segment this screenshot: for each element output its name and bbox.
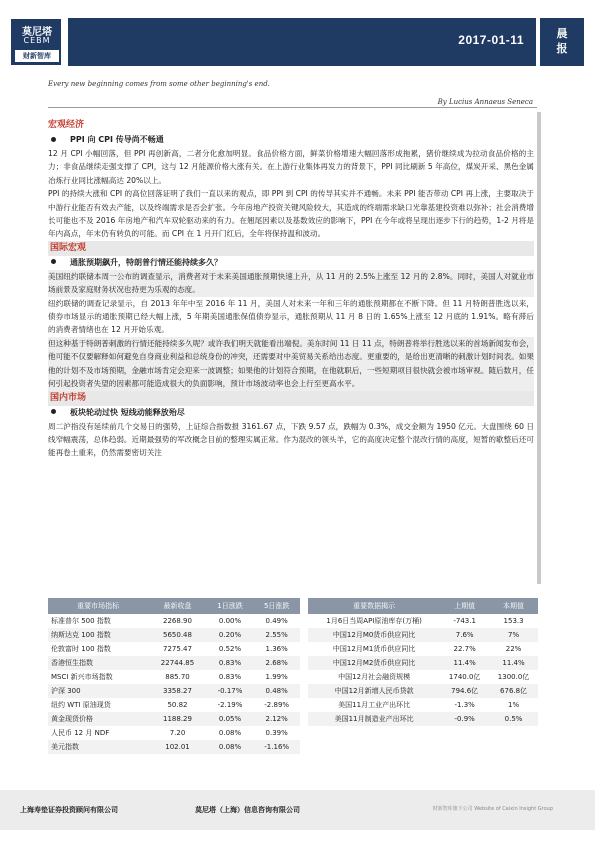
paragraph: 美国纽约联储本周一公布的调查显示，消费者对于未来美国通胀预期快速上升，从 11 月的 2.5%上涨至 12 月的 2.8%。同时，美国人对就业市场前景及家庭财务状况也持更为乐观的态度。 — [48, 270, 534, 297]
table-cell: -0.17% — [217, 687, 243, 695]
column-header: 重要市场指标 — [48, 598, 148, 614]
table-cell: 人民币 12 月 NDF — [51, 729, 110, 737]
table-cell: -1.3% — [454, 701, 475, 709]
table-cell: 伦敦富时 100 指数 — [51, 645, 111, 653]
table-cell: -2.19% — [217, 701, 243, 709]
column-header: 5日涨跌 — [253, 598, 300, 614]
table-cell: 美元指数 — [51, 743, 79, 751]
table-cell: 676.8亿 — [500, 687, 528, 695]
table-row — [48, 670, 300, 684]
table-row — [48, 642, 300, 656]
table-cell: 0.39% — [265, 729, 288, 737]
bullet-icon — [51, 137, 56, 142]
headline-text: PPI 向 CPI 传导尚不畅通 — [70, 135, 164, 144]
table-cell: 22744.85 — [160, 659, 195, 667]
table-header-row — [308, 598, 538, 614]
table-cell: 中国12月M2货币供应同比 — [332, 659, 416, 667]
table-row — [308, 628, 538, 642]
headline-text: 板块轮动过快 短线动能释放殆尽 — [70, 407, 185, 417]
table-cell: 1188.29 — [163, 715, 192, 723]
table-cell: 1% — [508, 701, 520, 709]
report-type-line1: 晨 — [556, 27, 568, 40]
table-cell: 22.7% — [453, 645, 476, 653]
table-row — [308, 642, 538, 656]
table-row — [308, 656, 538, 670]
table-cell: 0.00% — [218, 617, 242, 625]
table-cell: 7275.47 — [163, 645, 192, 653]
report-type-line2: 报 — [556, 42, 568, 55]
table-cell: 0.49% — [265, 617, 288, 625]
column-header: 重要数据揭示 — [308, 598, 440, 614]
table-cell: 中国12月社会融资规模 — [338, 673, 411, 681]
table-cell: MSCI 新兴市场指数 — [51, 673, 113, 681]
paragraph: 纽约联储的调查记录显示，自 2013 年年中至 2016 年 11 月，美国人对未来一年和三年的通胀预期都在不断下降。但 11 月特朗普胜选以来，债券市场显示的通胀预期已经大幅上涨，5 年期美国通胀保值债券显示，通胀预期从 11 月 8 日的 1.65%上涨至 12 月底的 1.91%。略有滞后的消费者情绪也在 12 月开始乐观。 — [48, 298, 534, 335]
table-cell: 0.08% — [218, 743, 242, 751]
paragraph: 12 月 CPI 小幅回落，但 PPI 再创新高，二者分化愈加明显。食品价格方面，鲜菜价格增速大幅回落形成拖累，猪价继续成为拉动食品价格的主力；非食品继续走强支撑了 CPI，这与 12 月能源价格大涨有关。在上游行业集体再发力的背景下，PPI 同比刷新 5 年高位，煤炭开采、黑色金属冶炼行业同比涨幅高达 20%以上。 — [48, 149, 534, 185]
table-cell: 沪深 300 — [51, 687, 81, 695]
table-cell: 2268.90 — [163, 617, 192, 625]
footer-note: 财新智库旗下公司 Website of Caixin Insight Group — [432, 806, 553, 812]
report-content — [48, 118, 534, 460]
table-cell: 50.82 — [167, 701, 188, 709]
bullet-icon — [51, 409, 56, 414]
paragraph: 但这种基于特朗普刺激的行情还能持续多久呢？或许我们明天就能看出端倪。美东时间 11 日 11 点，特朗普将举行胜选以来的首场新闻发布会，他可能不仅要解释如何避免自身商业利益和总统身份的冲突，还需要对中美贸易关系给出态度。更重要的，是给出更清晰的刺激计划时间表。如果他的计划不及市场预期，金融市场肯定会迎来一波调整；如果他的计划符合预期，在他就职后，一些短期项目很快就会被市场审视。随后数月，任何引起投资者失望的因素都可能造成很大的负面影响，预计市场波动率也会上行至更高水平。 — [48, 337, 534, 391]
table-cell: 885.70 — [165, 673, 190, 681]
table-row — [48, 740, 300, 754]
table-cell: 中国12月M0货币供应同比 — [332, 631, 416, 639]
table-cell: 中国12月新增人民币贷款 — [334, 687, 414, 695]
bullet-icon — [51, 259, 56, 264]
table-row — [308, 614, 538, 628]
table-cell: 美国11月制造业产出环比 — [334, 715, 414, 723]
table-cell: 黄金现货价格 — [51, 715, 93, 723]
table-cell: 0.48% — [265, 687, 288, 695]
table-row — [48, 656, 300, 670]
headline-text: 通胀预期飙升，特朗普行情还能持续多久？ — [70, 257, 222, 267]
logo-en-text: CEBM — [23, 36, 51, 45]
report-header — [0, 0, 595, 73]
report-type-text — [540, 26, 584, 56]
header-divider — [48, 107, 537, 108]
epigraph-author: By Lucius Annaeus Seneca — [437, 98, 533, 106]
section-title-international: 国际宏观 — [48, 241, 534, 256]
table-cell: 7.20 — [169, 729, 186, 737]
table-cell: 3358.27 — [163, 687, 192, 695]
logo-sub-text: 财新智库 — [15, 50, 59, 62]
section-headline-macro — [48, 133, 534, 146]
table-cell: 0.05% — [218, 715, 242, 723]
paragraph: PPI 的持续大涨和 CPI 的高位回落证明了我们一直以来的观点，即 PPI 到 CPI 的传导其实并不通畅。未来 PPI 能否带动 CPI 再上涨，主要取决于中游行业能否有效去产能，以及终端需求是否会扩张。今年房地产投资关键风险较大，其造成的终端需求缺口光靠基建投资难以弥补；社会消费增长可能也不及 2016 年房地产和汽车双轮驱动来的有力。在翘尾因素以及基数效应的影响下，PPI 在今年或将呈现出逐步下行的趋势，1-2 月将是年内高点，年末仍有转负的可能。而 CPI 在 1 月开门红后，全年将保持温和波动。 — [48, 189, 534, 239]
market-indicators-table — [48, 598, 300, 754]
table-row — [308, 698, 538, 712]
footer-company-left: 上海寿垫证券投资顾问有限公司 — [20, 806, 118, 814]
column-header: 本期值 — [489, 598, 538, 614]
economic-data-table — [308, 598, 538, 726]
table-cell: 0.83% — [218, 673, 242, 681]
table-cell: 1月6日当周API原油库存(万桶) — [326, 617, 422, 625]
section-title-domestic: 国内市场 — [48, 391, 534, 406]
table-header-row — [48, 598, 300, 614]
company-logo — [10, 18, 62, 66]
footer-company-mid: 莫尼塔（上海）信息咨询有限公司 — [195, 806, 300, 814]
table-cell: 7% — [508, 631, 520, 639]
section-headline-international — [48, 256, 534, 269]
table-separator — [302, 598, 306, 768]
table-cell: -2.89% — [264, 701, 290, 709]
table-cell: 0.20% — [218, 631, 242, 639]
table-cell: 1740.0亿 — [448, 673, 481, 681]
table-row — [48, 726, 300, 740]
table-cell: 7.6% — [455, 631, 474, 639]
table-cell: 标准普尔 500 指数 — [51, 617, 111, 625]
table-row — [308, 684, 538, 698]
table-row — [48, 698, 300, 712]
table-cell: 11.4% — [502, 659, 525, 667]
table-cell: 中国12月M1货币供应同比 — [332, 645, 416, 653]
table-cell: 11.4% — [453, 659, 476, 667]
table-row — [48, 628, 300, 642]
table-cell: 香港恒生指数 — [51, 659, 93, 667]
table-cell: 153.3 — [503, 617, 524, 625]
table-cell: 2.55% — [265, 631, 288, 639]
table-cell: 纽约 WTI 原油现货 — [51, 701, 111, 709]
table-row — [48, 614, 300, 628]
table-cell: -0.9% — [454, 715, 475, 723]
column-header: 最新收盘 — [148, 598, 206, 614]
column-header: 1日涨跌 — [207, 598, 254, 614]
table-cell: 1300.0亿 — [497, 673, 530, 681]
table-row — [308, 712, 538, 726]
section-headline-domestic — [48, 406, 534, 419]
logo-cn-text: 莫尼塔 — [22, 27, 52, 38]
table-cell: 0.08% — [218, 729, 242, 737]
table-row — [48, 684, 300, 698]
paragraph: 周二沪指没有延续前几个交易日的强势，上证综合指数报 3161.67 点，下跌 9.57 点，跌幅为 0.3%，成交金额为 1950 亿元。大盘围绕 60 日线窄幅震荡，总体趋弱。近期最强势的军改概念目前的整理实属正常。作为混改的领头羊，它的高度决定整个混改行情的高度，短暂的歇整后还可能再卷土重来，仍然需要密切关注 — [48, 421, 534, 458]
side-rule — [537, 112, 541, 584]
report-date: 2017-01-11 — [458, 33, 524, 47]
table-cell: 2.12% — [265, 715, 288, 723]
table-cell: 美国11月工业产出环比 — [338, 701, 411, 709]
report-type-tag — [540, 18, 584, 66]
table-cell: 0.52% — [218, 645, 242, 653]
table-cell: 1.36% — [265, 645, 288, 653]
epigraph-quote: Every new beginning comes from some other beginning's end. — [48, 80, 270, 88]
table-cell: 22% — [505, 645, 522, 653]
report-footer — [0, 790, 595, 830]
table-cell: 1.99% — [265, 673, 288, 681]
header-band — [68, 18, 536, 66]
column-header: 上期值 — [440, 598, 489, 614]
table-cell: 纳斯达克 100 指数 — [51, 631, 111, 639]
section-title-macro: 宏观经济 — [48, 120, 85, 130]
table-row — [48, 712, 300, 726]
table-cell: 794.6亿 — [451, 687, 479, 695]
table-row — [308, 670, 538, 684]
table-cell: 5650.48 — [163, 631, 192, 639]
table-cell: 2.68% — [265, 659, 288, 667]
table-cell: -743.1 — [453, 617, 476, 625]
table-cell: 0.83% — [218, 659, 242, 667]
table-cell: 102.01 — [165, 743, 190, 751]
table-cell: -1.16% — [264, 743, 290, 751]
table-cell: 0.5% — [504, 715, 523, 723]
